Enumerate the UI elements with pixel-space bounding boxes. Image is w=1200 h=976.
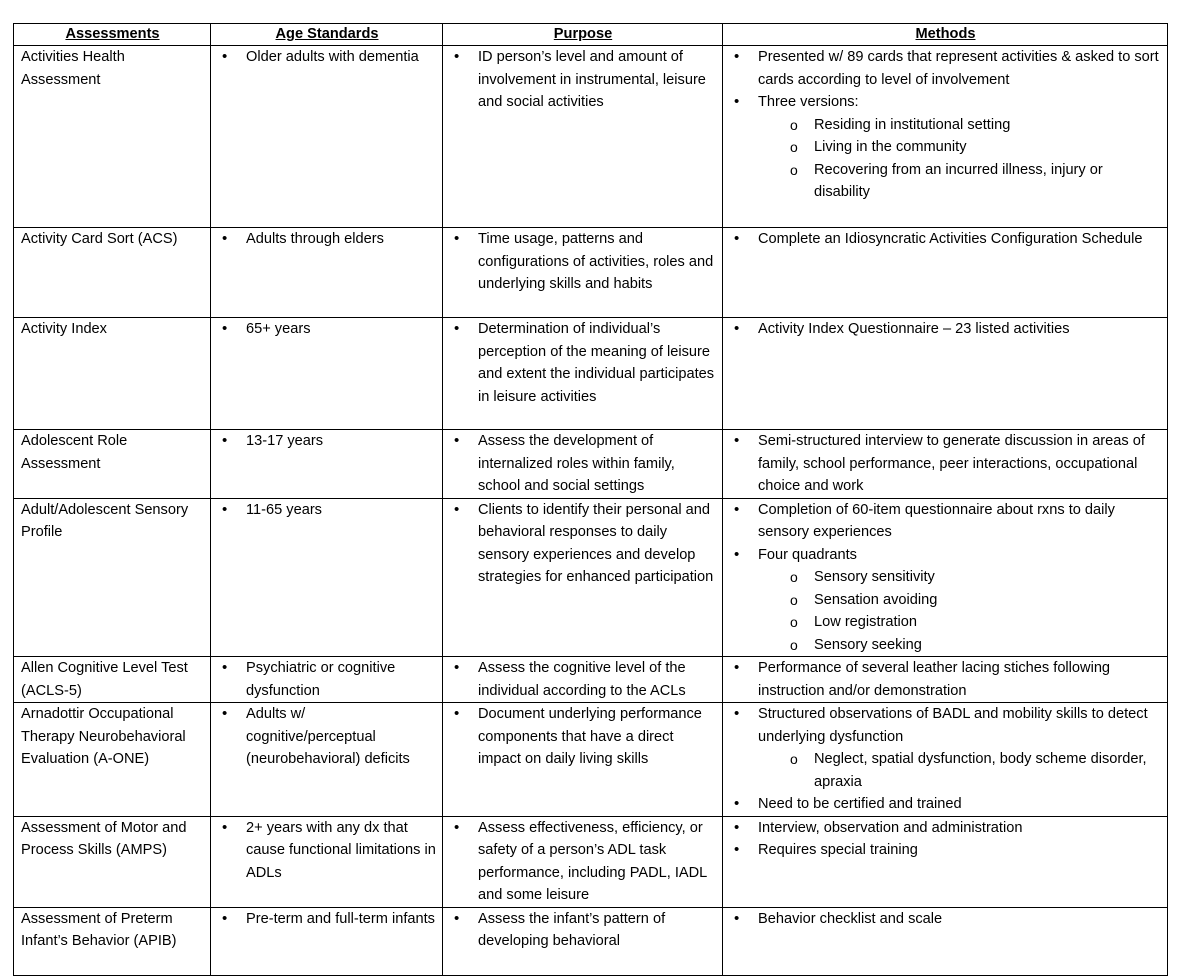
header-methods: Methods: [723, 24, 1168, 46]
table-row: [14, 46, 1168, 228]
purpose-cell: [443, 46, 723, 228]
purpose-bullet-list: [450, 46, 716, 114]
methods-bullet-text: Completion of 60-item questionnaire about rxns to daily sensory experiences: [758, 501, 1115, 540]
methods-sub-bullet: o Neglect, spatial dysfunction, body scheme disorder, apraxia: [814, 748, 1161, 793]
methods-bullet: [758, 91, 1161, 204]
age-bullet: • 13-17 years: [246, 430, 436, 453]
table-row: [14, 703, 1168, 817]
methods-bullet-list: [730, 228, 1161, 251]
purpose-bullet-list: [450, 908, 716, 953]
table-row: [14, 318, 1168, 430]
purpose-bullet-list: [450, 430, 716, 498]
purpose-bullet-list: [450, 499, 716, 589]
age-bullet: • Older adults with dementia: [246, 46, 436, 69]
purpose-bullet-list: [450, 703, 716, 771]
assessment-name-cell: Activity Card Sort (ACS): [14, 228, 211, 318]
assessment-name-cell: Allen Cognitive Level Test (ACLS-5): [14, 657, 211, 703]
assessment-name-cell: Activity Index: [14, 318, 211, 430]
methods-sub-list: [758, 566, 1161, 656]
methods-bullet: [758, 793, 1161, 816]
methods-bullet: [758, 228, 1161, 251]
assessment-name-cell: Adult/Adolescent Sensory Profile: [14, 498, 211, 657]
age-bullet: • 65+ years: [246, 318, 436, 341]
purpose-bullet: • ID person’s level and amount of involvement in instrumental, leisure and social activities: [478, 46, 716, 114]
methods-bullet-text: Presented w/ 89 cards that represent activities & asked to sort cards according to level of involvement: [758, 49, 1159, 88]
table-row: [14, 907, 1168, 975]
age-bullet: • Pre-term and full-term infants: [246, 908, 436, 931]
methods-sub-bullet: o Recovering from an incurred illness, injury or disability: [814, 159, 1161, 204]
table-row: [14, 498, 1168, 657]
age-bullet-list: [218, 46, 436, 69]
methods-cell: [723, 430, 1168, 499]
age-bullet: • Psychiatric or cognitive dysfunction: [246, 657, 436, 702]
purpose-cell: [443, 657, 723, 703]
methods-bullet-text: Activity Index Questionnaire – 23 listed activities: [758, 321, 1070, 337]
age-bullet-list: [218, 318, 436, 341]
assessment-name-cell: Assessment of Motor and Process Skills (AMPS): [14, 816, 211, 907]
purpose-bullet: • Assess the cognitive level of the individual according to the ACLs: [478, 657, 716, 702]
assessment-name-cell: Adolescent Role Assessment: [14, 430, 211, 499]
age-bullet-list: [218, 657, 436, 702]
methods-bullet-list: [730, 499, 1161, 657]
age-standards-cell: [211, 318, 443, 430]
methods-bullet-text: Requires special training: [758, 842, 918, 858]
table-row: [14, 228, 1168, 318]
age-standards-cell: [211, 46, 443, 228]
age-standards-cell: [211, 228, 443, 318]
header-age-standards: Age Standards: [211, 24, 443, 46]
methods-cell: [723, 228, 1168, 318]
methods-cell: [723, 46, 1168, 228]
methods-bullet-text: Structured observations of BADL and mobility skills to detect underlying dysfunction: [758, 706, 1148, 745]
age-standards-cell: [211, 703, 443, 817]
age-standards-cell: [211, 816, 443, 907]
methods-sub-list: [758, 114, 1161, 204]
purpose-cell: [443, 228, 723, 318]
methods-bullet-list: [730, 46, 1161, 204]
methods-bullet: [758, 839, 1161, 862]
purpose-cell: [443, 703, 723, 817]
purpose-cell: [443, 430, 723, 499]
purpose-cell: [443, 816, 723, 907]
methods-bullet-text: Three versions:: [758, 94, 859, 110]
purpose-bullet: • Assess the development of internalized roles within family, school and social settings: [478, 430, 716, 498]
methods-cell: [723, 498, 1168, 657]
methods-sub-bullet: o Living in the community: [814, 136, 1161, 159]
methods-bullet-text: Four quadrants: [758, 546, 857, 563]
age-standards-cell: [211, 657, 443, 703]
methods-bullet-text: Semi-structured interview to generate discussion in areas of family, school performance, peer interactions, occupational choice and work: [758, 433, 1145, 494]
age-bullet: • 11-65 years: [246, 499, 436, 522]
methods-bullet-list: [730, 657, 1161, 702]
purpose-bullet-list: [450, 318, 716, 408]
methods-bullet: [758, 430, 1161, 498]
methods-bullet: [758, 46, 1161, 91]
header-purpose: Purpose: [443, 24, 723, 46]
methods-bullet-list: [730, 430, 1161, 498]
methods-bullet-text: Complete an Idiosyncratic Activities Configuration Schedule: [758, 231, 1143, 247]
purpose-bullet: • Assess the infant’s pattern of developing behavioral: [478, 908, 716, 953]
methods-bullet: [758, 544, 1161, 657]
age-bullet: • 2+ years with any dx that cause functional limitations in ADLs: [246, 817, 436, 885]
methods-cell: [723, 657, 1168, 703]
methods-cell: [723, 816, 1168, 907]
methods-sub-list: [758, 748, 1161, 793]
methods-bullet-text: Need to be certified and trained: [758, 796, 962, 812]
purpose-bullet-list: [450, 228, 716, 296]
methods-bullet: [758, 703, 1161, 793]
purpose-bullet: • Time usage, patterns and configurations of activities, roles and underlying skills and habits: [478, 228, 716, 296]
methods-bullet-list: [730, 703, 1161, 816]
age-bullet: • Adults w/ cognitive/perceptual (neurobehavioral) deficits: [246, 703, 436, 771]
purpose-cell: [443, 907, 723, 975]
age-standards-cell: [211, 498, 443, 657]
purpose-bullet: • Clients to identify their personal and behavioral responses to daily sensory experiences and develop strategies for enhanced participation: [478, 499, 716, 589]
age-bullet: • Adults through elders: [246, 228, 436, 251]
methods-cell: [723, 703, 1168, 817]
purpose-cell: [443, 498, 723, 657]
methods-bullet: [758, 657, 1161, 702]
methods-bullet: [758, 318, 1161, 341]
purpose-bullet: • Assess effectiveness, efficiency, or safety of a person’s ADL task performance, including PADL, IADL and some leisure: [478, 817, 716, 907]
methods-bullet-text: Behavior checklist and scale: [758, 910, 943, 927]
age-bullet-list: [218, 703, 436, 771]
purpose-bullet-list: [450, 657, 716, 702]
age-standards-cell: [211, 430, 443, 499]
table-row: [14, 657, 1168, 703]
methods-sub-bullet: o Residing in institutional setting: [814, 114, 1161, 137]
methods-sub-bullet: o Sensory seeking: [814, 634, 1161, 657]
methods-bullet: [758, 817, 1161, 840]
methods-bullet: [758, 499, 1161, 544]
methods-cell: [723, 318, 1168, 430]
methods-sub-bullet: o Sensation avoiding: [814, 589, 1161, 612]
age-bullet-list: [218, 228, 436, 251]
assessment-name-cell: Arnadottir Occupational Therapy Neurobehavioral Evaluation (A-ONE): [14, 703, 211, 817]
purpose-bullet: • Document underlying performance components that have a direct impact on daily living skills: [478, 703, 716, 771]
table-row: [14, 430, 1168, 499]
assessment-name-cell: Activities Health Assessment: [14, 46, 211, 228]
header-row: [14, 24, 1168, 46]
age-bullet-list: [218, 499, 436, 522]
header-assessments: Assessments: [14, 24, 211, 46]
methods-bullet-list: [730, 817, 1161, 862]
methods-sub-bullet: o Low registration: [814, 611, 1161, 634]
methods-bullet-text: Interview, observation and administration: [758, 819, 1023, 836]
purpose-bullet-list: [450, 817, 716, 907]
purpose-bullet: • Determination of individual’s perception of the meaning of leisure and extent the individual participates in leisure activities: [478, 318, 716, 408]
assessments-table: [13, 23, 1168, 976]
methods-bullet-text: Performance of several leather lacing stiches following instruction and/or demonstration: [758, 660, 1111, 699]
purpose-cell: [443, 318, 723, 430]
methods-bullet-list: [730, 318, 1161, 341]
assessment-name-cell: Assessment of Preterm Infant’s Behavior (APIB): [14, 907, 211, 975]
methods-cell: [723, 907, 1168, 975]
age-bullet-list: [218, 430, 436, 453]
age-standards-cell: [211, 907, 443, 975]
table-row: [14, 816, 1168, 907]
age-bullet-list: [218, 817, 436, 885]
methods-sub-bullet: o Sensory sensitivity: [814, 566, 1161, 589]
